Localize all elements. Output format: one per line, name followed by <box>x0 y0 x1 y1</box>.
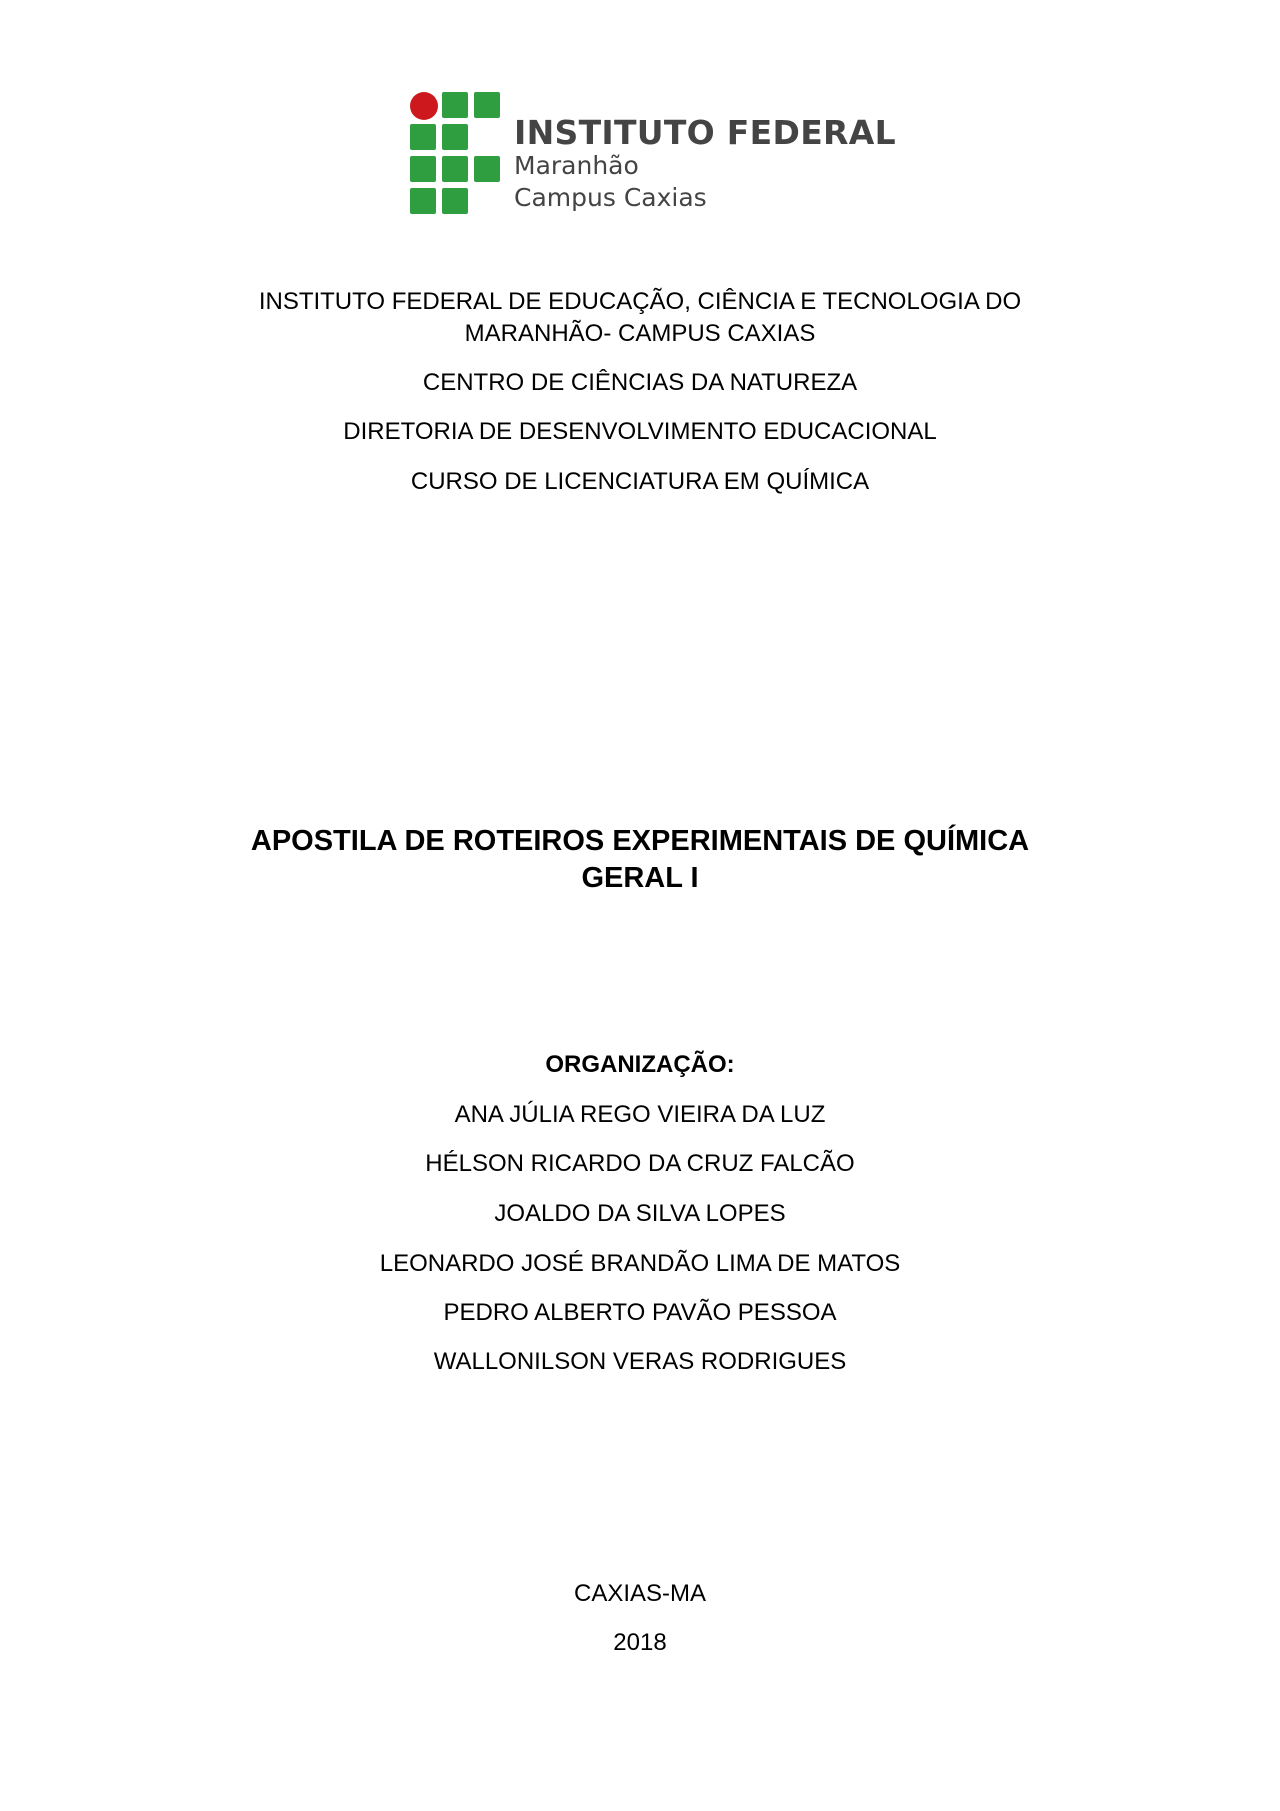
logo-subtitle-state: Maranhão <box>514 151 639 180</box>
author-name: HÉLSON RICARDO DA CRUZ FALCÃO <box>425 1150 855 1177</box>
organization-label: ORGANIZAÇÃO: <box>545 1051 735 1078</box>
logo-subtitle-campus: Campus Caxias <box>514 183 707 212</box>
document-title-line-1: APOSTILA DE ROTEIROS EXPERIMENTAIS DE QUÍMICA <box>250 825 1030 857</box>
course-name: CURSO DE LICENCIATURA EM QUÍMICA <box>410 468 870 495</box>
author-name: LEONARDO JOSÉ BRANDÃO LIMA DE MATOS <box>379 1250 901 1277</box>
logo-title: INSTITUTO FEDERAL <box>514 113 896 152</box>
center-name: CENTRO DE CIÊNCIAS DA NATUREZA <box>422 369 858 396</box>
logo-text <box>514 113 896 214</box>
logo-mark-icon <box>410 92 505 216</box>
institution-logo <box>410 92 896 222</box>
institution-line-2: MARANHÃO- CAMPUS CAXIAS <box>464 320 816 347</box>
logo-red-dot <box>410 92 438 120</box>
author-name: JOALDO DA SILVA LOPES <box>494 1200 786 1227</box>
city: CAXIAS-MA <box>573 1580 707 1607</box>
institution-line-1: INSTITUTO FEDERAL DE EDUCAÇÃO, CIÊNCIA E TECNOLOGIA DO <box>258 288 1022 315</box>
author-name: PEDRO ALBERTO PAVÃO PESSOA <box>443 1299 837 1326</box>
directorate-name: DIRETORIA DE DESENVOLVIMENTO EDUCACIONAL <box>343 418 937 445</box>
year: 2018 <box>613 1629 667 1656</box>
document-title-line-2: GERAL I <box>581 862 699 894</box>
author-name: WALLONILSON VERAS RODRIGUES <box>433 1348 847 1375</box>
author-name: ANA JÚLIA REGO VIEIRA DA LUZ <box>454 1101 826 1128</box>
